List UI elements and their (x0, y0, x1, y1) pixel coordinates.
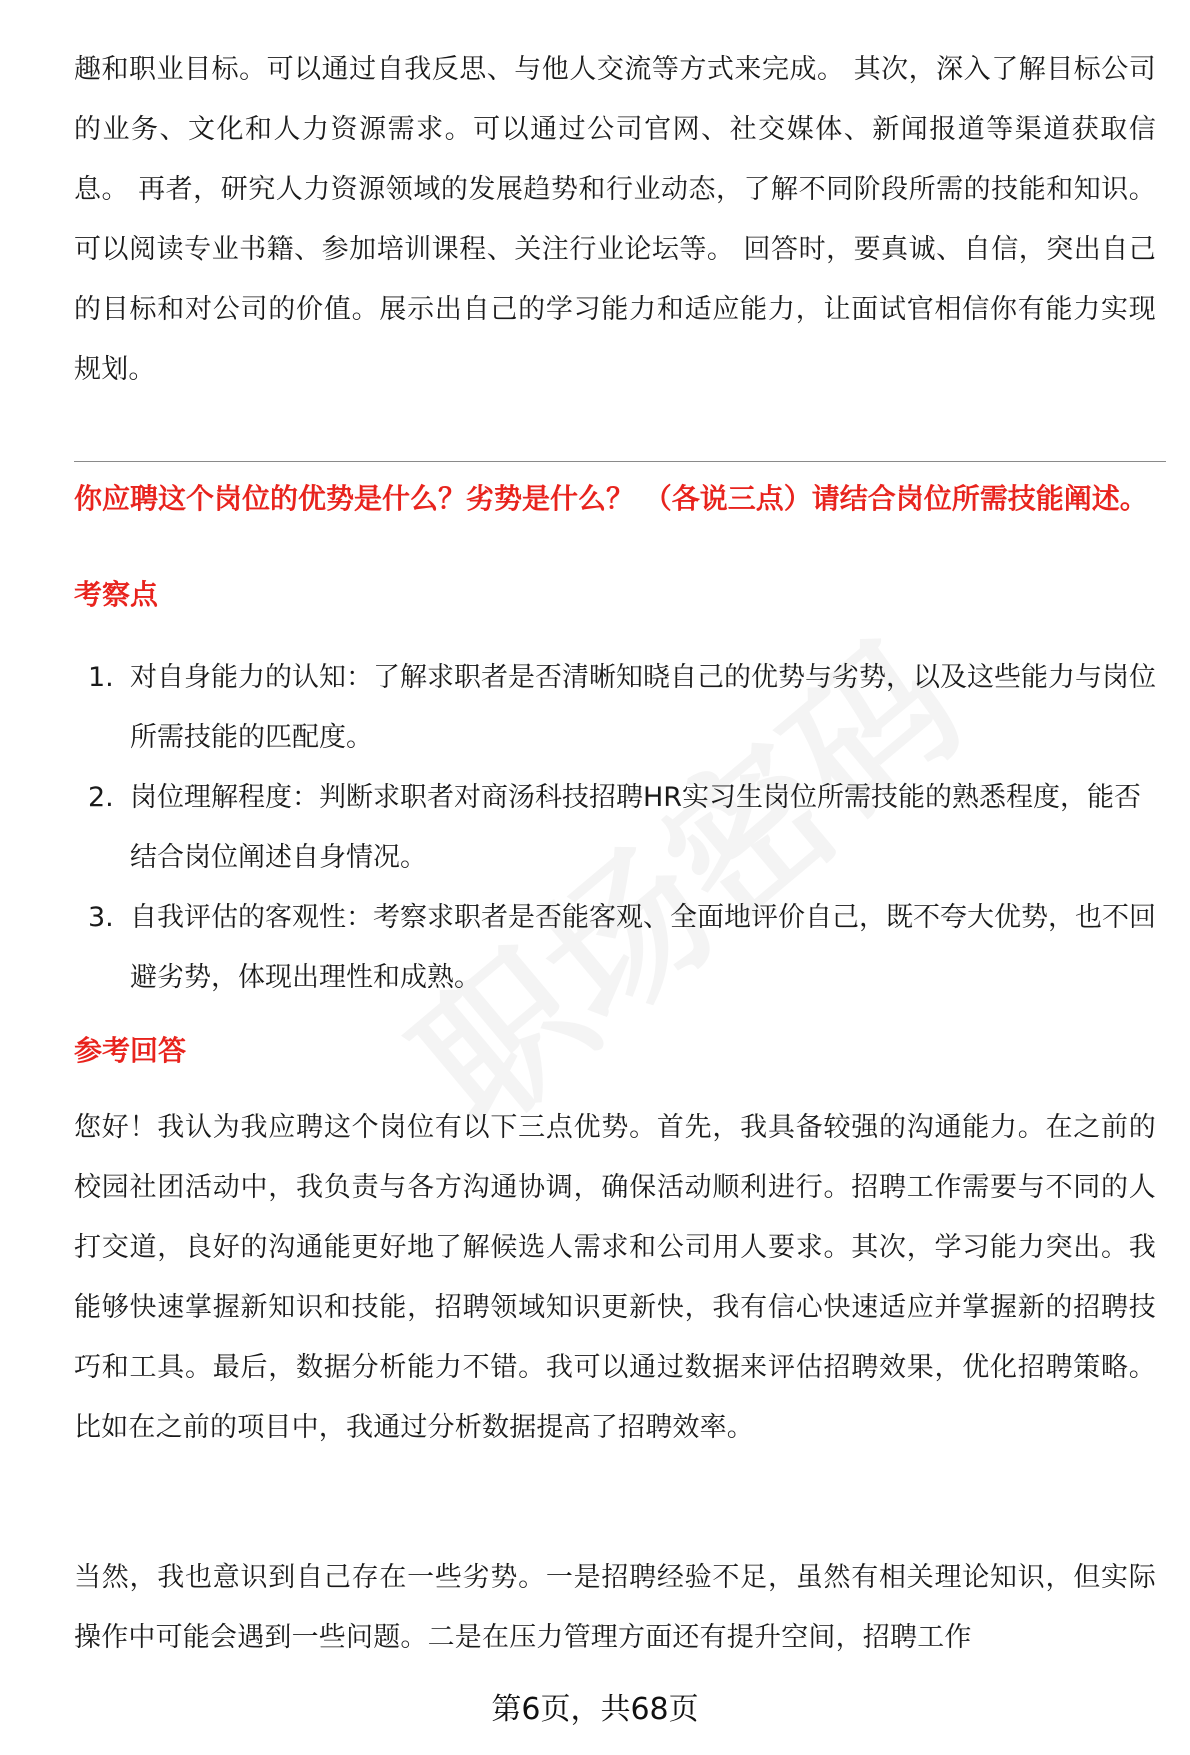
list-item-text: 自我评估的客观性：考察求职者是否能客观、全面地评价自己，既不夸大优势，也不回避劣势，体现出理性和成熟。 (130, 902, 1156, 993)
list-item (74, 888, 1156, 1008)
top-paragraph: 趣和职业目标。可以通过自我反思、与他人交流等方式来完成。 其次，深入了解目标公司的业务、文化和人力资源需求。可以通过公司官网、社交媒体、新闻报道等渠道获取信息。 再者，研究人力资源领域的发展趋势和行业动态，了解不同阶段所需的技能和知识。可以阅读专业书籍、参加培训课程、关注行业论坛等。 回答时，要真诚、自信，突出自己的目标和对公司的价值。展示出自己的学习能力和适应能力，让面试官相信你有能力实现规划。 (74, 54, 1156, 385)
list-item-text: 对自身能力的认知：了解求职者是否清晰知晓自己的优势与劣势，以及这些能力与岗位所需技能的匹配度。 (130, 662, 1156, 753)
list-item (74, 768, 1156, 888)
answer-paragraph-2: 当然，我也意识到自己存在一些劣势。一是招聘经验不足，虽然有相关理论知识，但实际操作中可能会遇到一些问题。二是在压力管理方面还有提升空间，招聘工作 (74, 1562, 1156, 1653)
examine-list (74, 648, 1156, 1008)
list-item (74, 648, 1156, 768)
list-item-number: 3. (88, 902, 114, 933)
list-item-text: 岗位理解程度：判断求职者对商汤科技招聘HR实习生岗位所需技能的熟悉程度，能否结合岗位阐述自身情况。 (130, 782, 1142, 873)
examine-heading: 考察点 (74, 578, 159, 611)
page-number-footer: 第6页，共68页 (491, 1692, 699, 1727)
answer-heading: 参考回答 (74, 1034, 187, 1067)
list-item-number: 2. (88, 782, 114, 813)
list-item-number: 1. (88, 662, 114, 693)
question-title: 你应聘这个岗位的优势是什么？劣势是什么？ （各说三点）请结合岗位所需技能阐述。 (74, 482, 1148, 515)
section-divider (74, 461, 1166, 462)
answer-paragraph-1: 您好！我认为我应聘这个岗位有以下三点优势。首先，我具备较强的沟通能力。在之前的校园社团活动中，我负责与各方沟通协调，确保活动顺利进行。招聘工作需要与不同的人打交道，良好的沟通能更好地了解候选人需求和公司用人要求。其次，学习能力突出。我能够快速掌握新知识和技能，招聘领域知识更新快，我有信心快速适应并掌握新的招聘技巧和工具。最后，数据分析能力不错。我可以通过数据来评估招聘效果，优化招聘策略。比如在之前的项目中，我通过分析数据提高了招聘效率。 (74, 1112, 1156, 1443)
